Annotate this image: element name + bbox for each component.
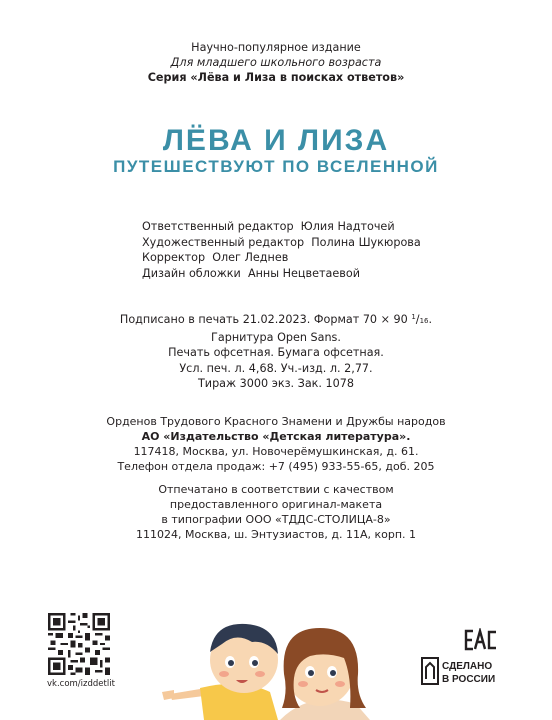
signed-to-print: Подписано в печать 21.02.2023. Формат 70 × 90 $^1$/16. [119,313,433,326]
credit-name: Анны Нецветаевой [247,266,360,280]
qr-code-icon[interactable] [48,613,110,675]
credit-role: Дизайн обложки [142,266,241,280]
credit-row [142,219,442,235]
credit-name: Олег Леднев [212,251,289,264]
publisher-name: АО «Издательство «Детская литература». [141,430,411,443]
publisher-address: 117418, Москва, ул. Новочерёмушкинская, д. 61. [133,445,419,458]
credit-row [142,235,442,251]
format-fraction-denominator: 16 [419,317,429,325]
publisher-awards: Орденов Трудового Красного Знамени и Дружбы народов [106,415,446,428]
eac-mark-icon [464,628,498,652]
series-header [0,40,552,85]
made-label-2: В РОССИИ [442,674,496,685]
boy-illustration [162,624,278,720]
series-name: Серия «Лёва и Лиза в поисках ответов» [147,71,405,84]
made-label-1: СДЕЛАНО [442,661,493,672]
print-details [0,310,552,392]
publisher-info [0,414,552,474]
age-group: Для младшего школьного возраста [170,56,382,69]
made-in-russia-icon [421,657,503,685]
circulation-line: Тираж 3000 экз. Зак. 1078 [197,377,355,390]
signed-text: Подписано в печать 21.02.2023. Формат 70 × 90 [119,313,412,326]
sheets-line: Усл. печ. л. 4,68. Уч.-изд. л. 2,77. [179,361,373,375]
credit-role: Художественный редактор [142,235,305,249]
credit-name: Полина Шукюрова [311,235,421,249]
typeface-line: Гарнитура Open Sans. [211,330,341,344]
qr-caption[interactable]: vk.com/izddetlit [47,679,115,689]
book-subtitle: ПУТЕШЕСТВУЮТ ПО ВСЕЛЕННОЙ [113,157,439,176]
girl-illustration [280,628,370,720]
printer-info [0,482,552,542]
publisher-phone: Телефон отдела продаж: +7 (495) 933-55-65, доб. 205 [117,460,435,473]
printer-address: 111024, Москва, ш. Энтузиастов, д. 11А, корп. 1 [135,528,417,541]
credit-role: Ответственный редактор [142,220,294,233]
book-title: ЛЁВА И ЛИЗА [162,124,390,157]
credit-role: Корректор [142,251,206,264]
signed-end: . [428,313,433,326]
edition-type: Научно-популярное издание [191,41,361,54]
credits-list [142,219,442,281]
format-fraction-numerator: 1 [411,313,416,321]
credit-row [142,250,442,266]
printer-line-1: Отпечатано в соответствии с качеством [158,483,394,496]
printer-line-3: в типографии ООО «ТДДС-СТОЛИЦА-8» [161,513,391,526]
children-illustration [160,608,380,720]
print-paper-line: Печать офсетная. Бумага офсетная. [168,346,384,359]
credit-name: Юлия Надточей [300,220,395,233]
credit-row [142,266,442,282]
printer-line-2: предоставленного оригинал-макета [169,498,383,511]
